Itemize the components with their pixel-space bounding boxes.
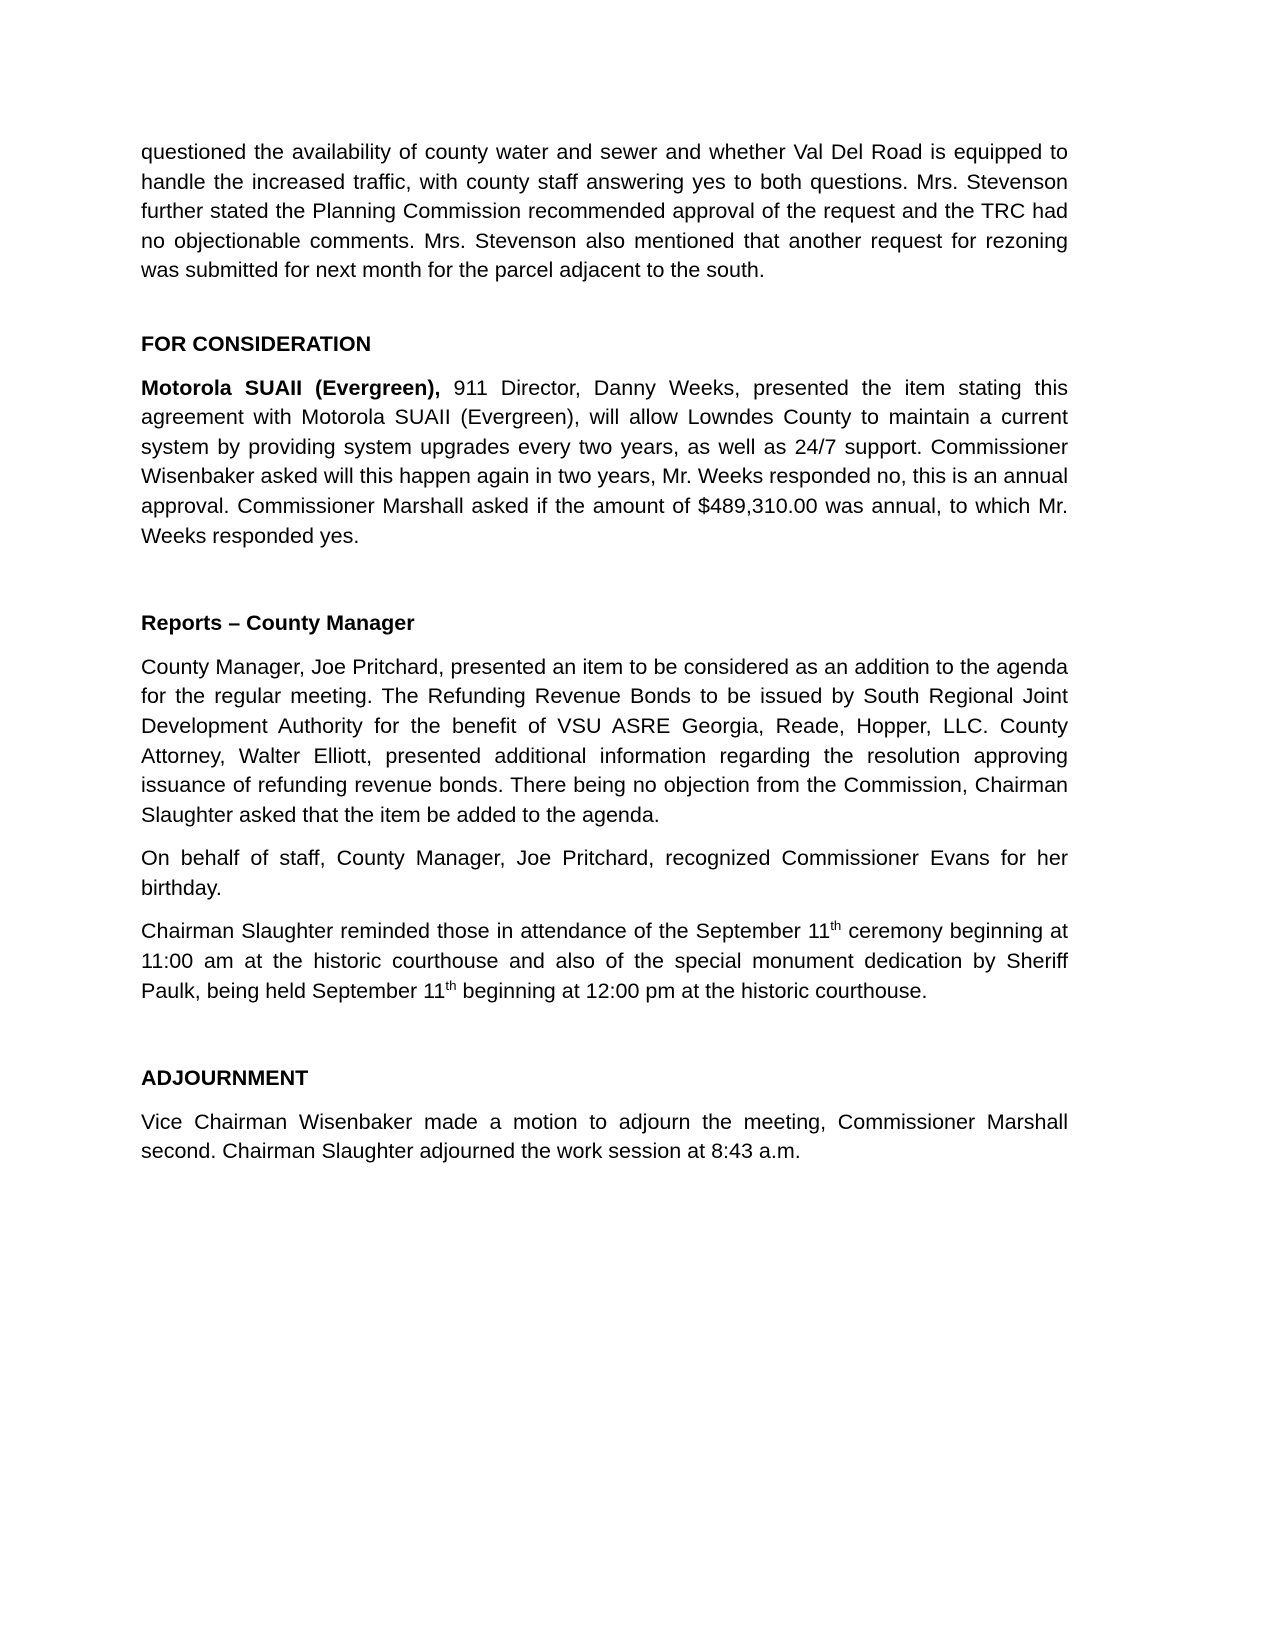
heading-adjournment: ADJOURNMENT [141,1066,309,1091]
ordinal-suffix-th-first: th [830,918,842,934]
spacer [141,286,1068,330]
motorola-body-text: 911 Director, Danny Weeks, presented the item stating this agreement with Motorola SUAII (Evergreen), will allow Lowndes County to maintain a current system by providing system upgrades every two years, as well as 24/7 support. Commissioner Wisenbaker asked will this happen again in two years, Mr. Weeks responded no, this is an annual approval. Commissioner Marshall asked if the amount of $489,310.00 was annual, to which Mr. Weeks responded yes. [141,375,1069,548]
spacer [141,551,1068,609]
spacer [141,639,1068,653]
page-content [141,138,1068,1167]
spacer [141,360,1068,374]
spacer [141,1094,1068,1108]
heading-for-consideration: FOR CONSIDERATION [141,331,372,356]
ceremony-text-part-3: beginning at 12:00 pm at the historic courthouse. [456,978,928,1003]
paragraph-adjournment: Vice Chairman Wisenbaker made a motion to adjourn the meeting, Commissioner Marshall second. Chairman Slaughter adjourned the work session at 8:43 a.m. [141,1109,1068,1164]
heading-reports-county-manager: Reports – County Manager [141,611,415,636]
paragraph-motorola [141,374,1068,552]
ceremony-text-part-2: ceremony beginning at 11:00 am at the historic courthouse and also of the special monument dedication by Sheriff Paulk, being held September 11 [141,919,1068,1003]
paragraph-birthday: On behalf of staff, County Manager, Joe Pritchard, recognized Commissioner Evans for her birthday. [141,846,1068,900]
spacer [141,903,1068,917]
paragraph-ceremony [141,917,1068,1006]
ceremony-text-part-1: Chairman Slaughter reminded those in attendance of the September 11 [141,919,831,944]
motorola-lead-label: Motorola SUAII (Evergreen), [141,375,441,400]
ordinal-suffix-th-second: th [445,977,457,993]
paragraph-county-manager-bonds: County Manager, Joe Pritchard, presented an item to be considered as an addition to the agenda for the regular meeting. The Refunding Revenue Bonds to be issued by South Regional Joint Development Authority for the benefit of VSU ASRE Georgia, Reade, Hopper, LLC. County Attorney, Walter Elliott, presented additional information regarding the resolution approving issuance of refunding revenue bonds. There being no objection from the Commission, Chairman Slaughter asked that the item be added to the agenda. [141,654,1068,827]
spacer [141,1006,1068,1064]
paragraph-continued-rezoning: questioned the availability of county water and sewer and whether Val Del Road is equipped to handle the increased traffic, with county staff answering yes to both questions. Mrs. Stevenson further stated the Planning Commission recommended approval of the request and the TRC had no objectionable comments. Mrs. Stevenson also mentioned that another request for rezoning was submitted for next month for the parcel adjacent to the south. [141,140,1068,283]
spacer [141,830,1068,844]
